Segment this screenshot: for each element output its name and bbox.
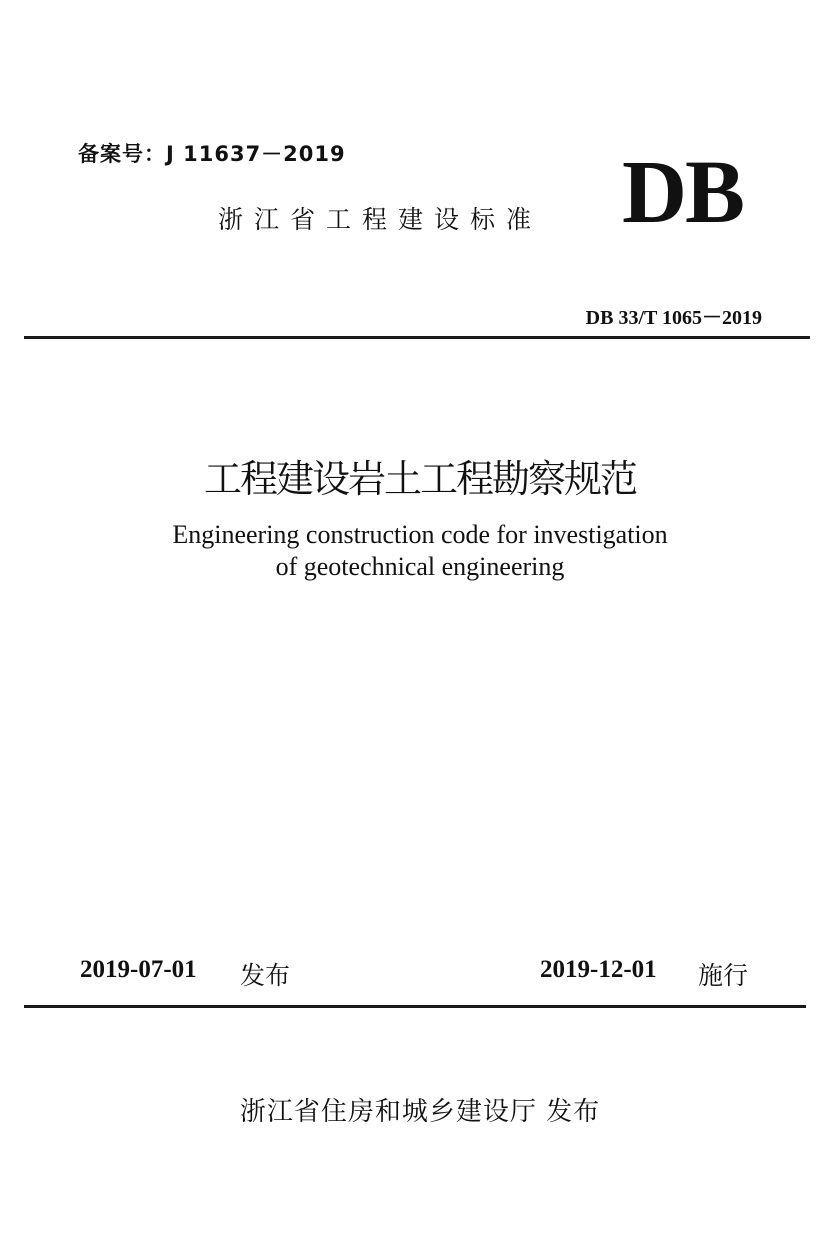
implementation-label: 施行 — [698, 961, 749, 990]
bottom-divider — [24, 1005, 806, 1008]
standard-number: DB 33/T 1065－2019 — [585, 307, 762, 329]
implementation-date: 2019-12-01 — [540, 956, 657, 983]
standard-type: 浙江省工程建设标准 — [218, 205, 543, 234]
title-english-line1: Engineering construction code for investigation — [172, 520, 668, 549]
issue-date: 2019-07-01 — [80, 956, 197, 983]
publisher: 浙江省住房和城乡建设厅 发布 — [239, 1097, 601, 1127]
title-chinese: 工程建设岩土工程勘察规范 — [203, 457, 636, 501]
title-english — [0, 519, 840, 583]
db-logo: DB — [622, 143, 744, 242]
title-english-line2: of geotechnical engineering — [275, 552, 565, 581]
top-divider — [24, 336, 810, 339]
filing-number: 备案号：J 11637－2019 — [78, 142, 346, 166]
issue-label: 发布 — [240, 961, 291, 990]
